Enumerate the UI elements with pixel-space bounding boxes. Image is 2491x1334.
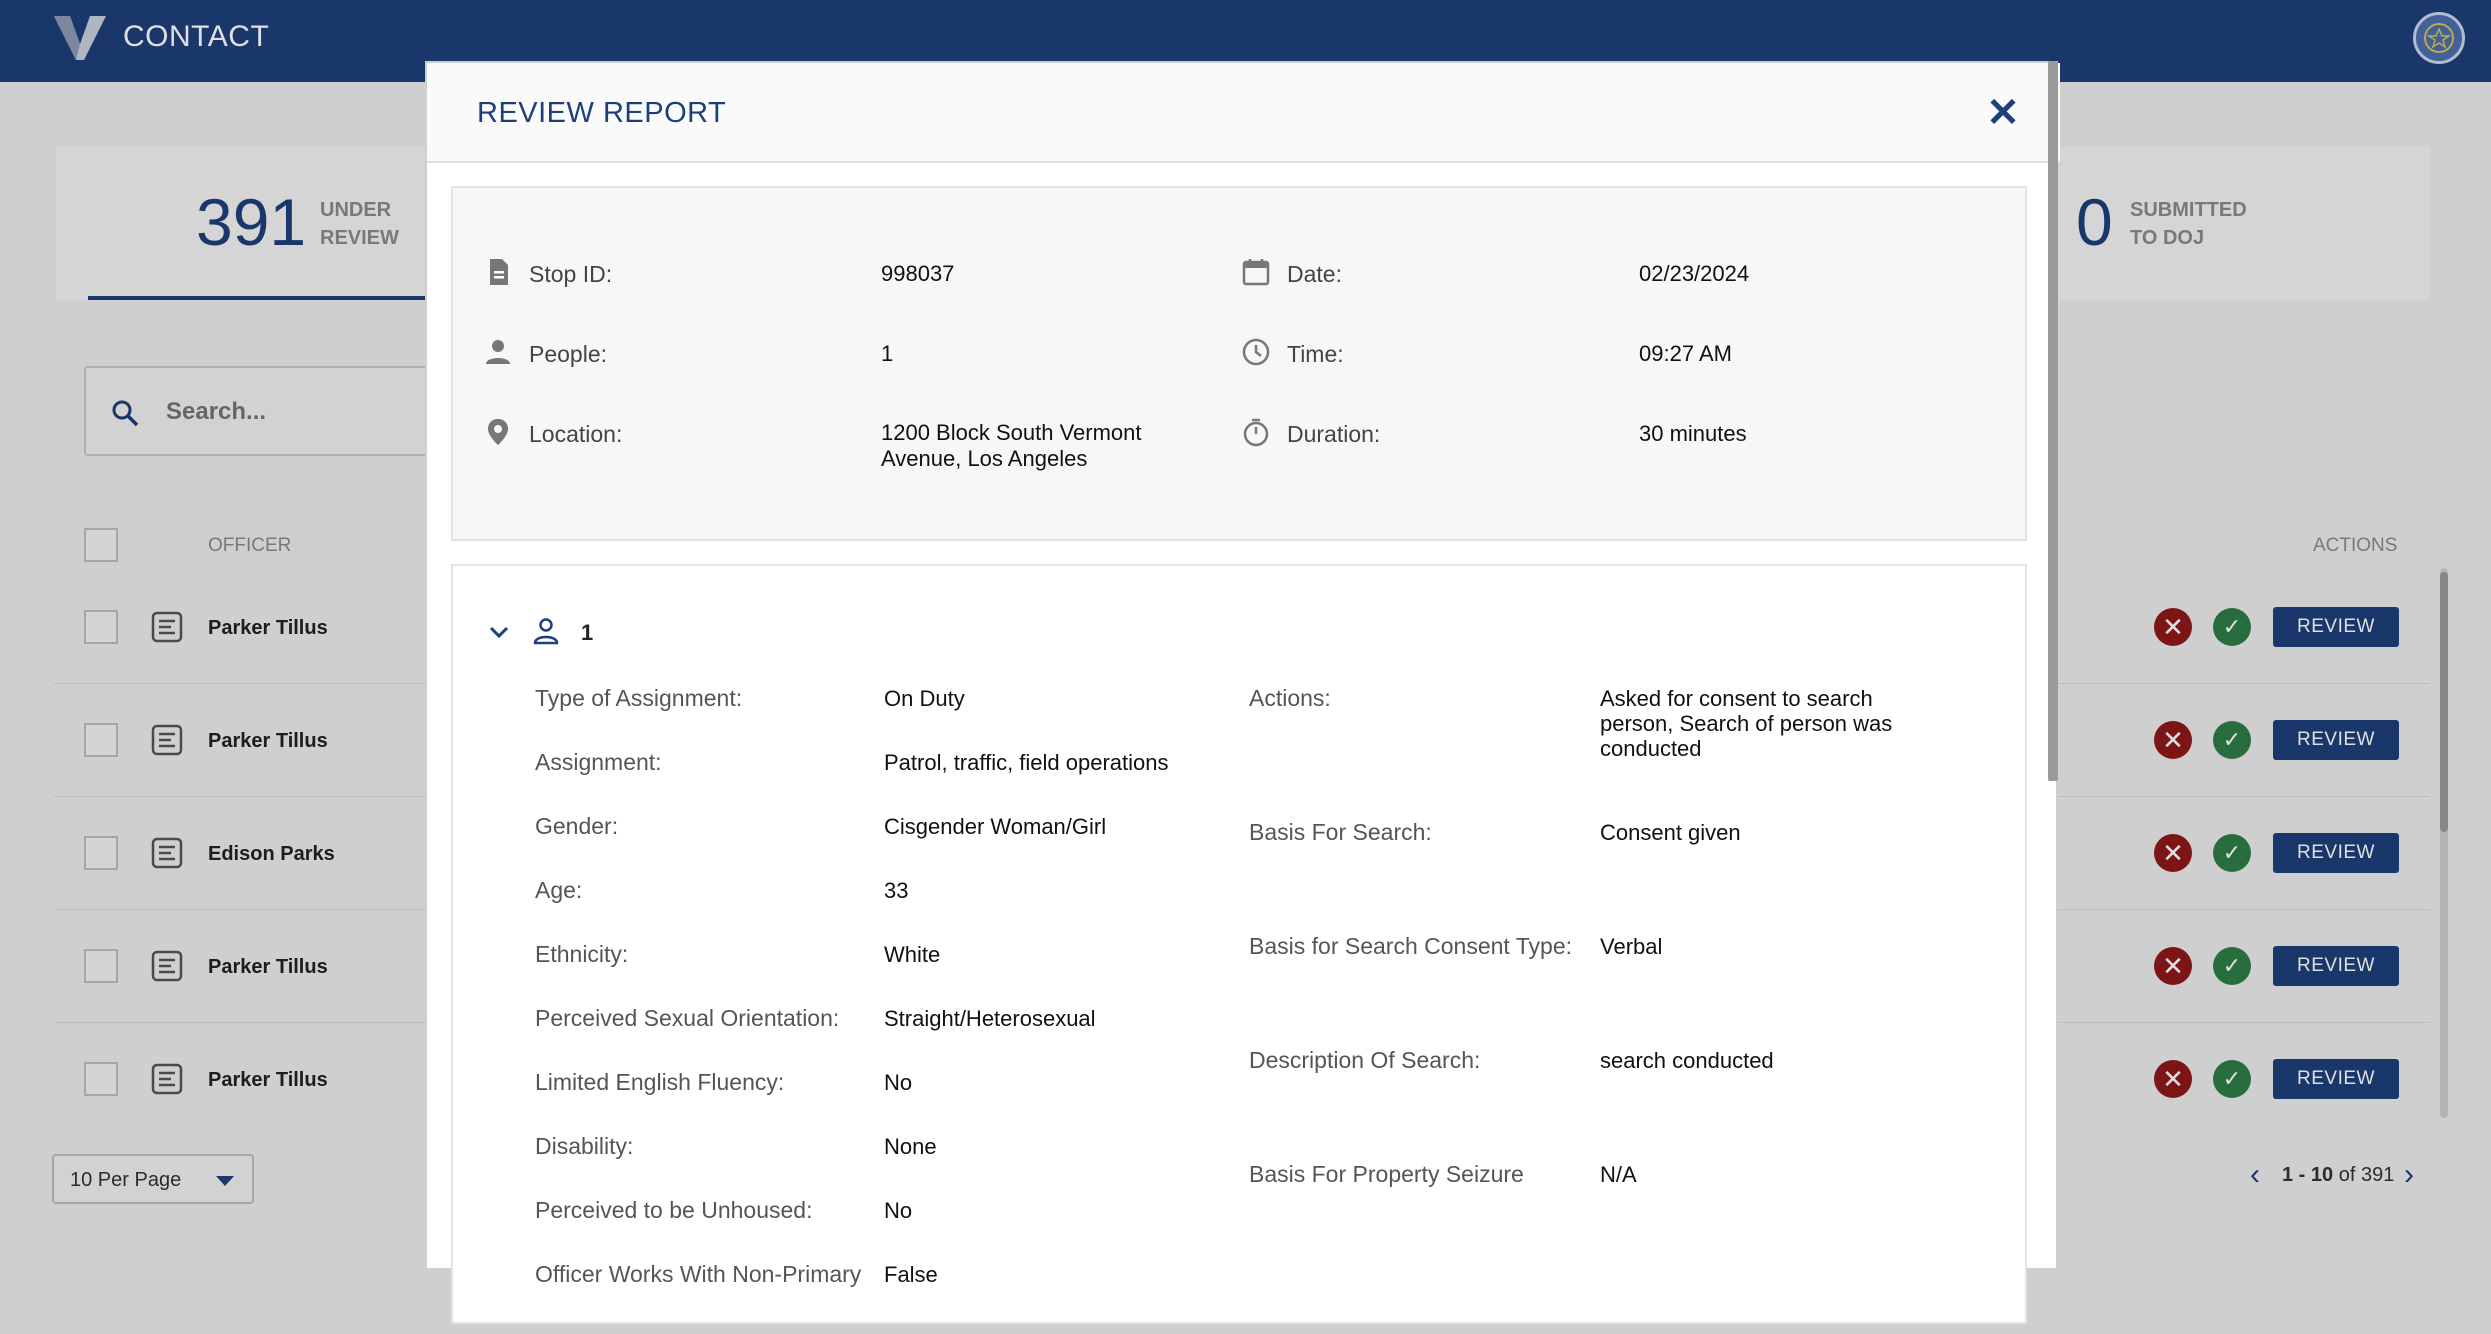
search-description-value: search conducted — [1600, 1048, 1774, 1073]
next-page-icon[interactable]: › — [2404, 1158, 2414, 1191]
location-label: Location: — [529, 421, 623, 447]
unhoused-label: Perceived to be Unhoused: — [535, 1197, 813, 1223]
person-details-card — [451, 564, 2027, 1324]
reject-icon[interactable]: ✕ — [2154, 834, 2192, 872]
stop-summary-card — [451, 186, 2027, 541]
app-title: CONTACT — [123, 20, 270, 53]
assignment-value: Patrol, traffic, field operations — [884, 750, 1169, 775]
people-label: People: — [529, 341, 608, 367]
approve-icon[interactable]: ✓ — [2213, 834, 2251, 872]
assignment-type-value: On Duty — [884, 686, 965, 711]
review-button[interactable]: REVIEW — [2273, 1059, 2399, 1099]
date-label: Date: — [1287, 261, 1342, 287]
assignment-label: Assignment: — [535, 749, 662, 775]
non-primary-value: False — [884, 1262, 938, 1287]
prev-page-icon[interactable]: ‹ — [2250, 1158, 2260, 1191]
approve-icon[interactable]: ✓ — [2213, 608, 2251, 646]
officer-name: Edison Parks — [208, 843, 335, 865]
close-icon[interactable]: ✕ — [1986, 91, 2020, 135]
under-review-count: 391 — [196, 185, 307, 259]
location-pin-icon — [483, 417, 513, 447]
column-header-actions: ACTIONS — [2313, 535, 2398, 556]
chevron-down-icon[interactable] — [485, 618, 513, 646]
person-outline-icon — [531, 616, 561, 646]
english-fluency-label: Limited English Fluency: — [535, 1069, 785, 1095]
stop-id-value: 998037 — [881, 261, 955, 286]
reject-icon[interactable]: ✕ — [2154, 608, 2192, 646]
gender-label: Gender: — [535, 813, 619, 839]
clock-icon — [1241, 337, 1271, 367]
person-icon — [483, 337, 513, 367]
sexual-orientation-value: Straight/Heterosexual — [884, 1006, 1096, 1031]
review-report-modal — [425, 61, 2058, 1287]
calendar-icon — [1241, 257, 1271, 287]
person-number: 1 — [581, 620, 594, 645]
duration-value: 30 minutes — [1639, 421, 1747, 446]
approve-icon[interactable]: ✓ — [2213, 947, 2251, 985]
gender-value: Cisgender Woman/Girl — [884, 814, 1107, 839]
per-page-value: 10 Per Page — [70, 1169, 182, 1191]
english-fluency-value: No — [884, 1070, 913, 1095]
unhoused-value: No — [884, 1198, 913, 1223]
column-header-officer[interactable]: OFFICER — [208, 535, 292, 556]
basis-for-search-value: Consent given — [1600, 820, 1741, 845]
consent-type-value: Verbal — [1600, 934, 1663, 959]
sexual-orientation-label: Perceived Sexual Orientation: — [535, 1005, 840, 1031]
submitted-label[interactable]: SUBMITTED TO DOJ — [2130, 199, 2247, 249]
review-button[interactable]: REVIEW — [2273, 720, 2399, 760]
stop-id-label: Stop ID: — [529, 261, 613, 287]
modal-scrollbar[interactable] — [2048, 61, 2058, 781]
time-label: Time: — [1287, 341, 1344, 367]
review-button[interactable]: REVIEW — [2273, 607, 2399, 647]
disability-value: None — [884, 1134, 937, 1159]
document-icon — [483, 257, 513, 287]
approve-icon[interactable]: ✓ — [2213, 721, 2251, 759]
review-button[interactable]: REVIEW — [2273, 833, 2399, 873]
disability-label: Disability: — [535, 1133, 634, 1159]
non-primary-label: Officer Works With Non-Primary — [535, 1261, 862, 1287]
pagination-range: 1 - 10 of 391 — [2282, 1164, 2395, 1186]
modal-title: REVIEW REPORT — [477, 97, 727, 129]
reject-icon[interactable]: ✕ — [2154, 947, 2192, 985]
date-value: 02/23/2024 — [1639, 261, 1750, 286]
under-review-label[interactable]: UNDER REVIEW — [320, 199, 399, 249]
property-seizure-value: N/A — [1600, 1162, 1637, 1187]
approve-icon[interactable]: ✓ — [2213, 1060, 2251, 1098]
time-value: 09:27 AM — [1639, 341, 1732, 366]
timer-icon — [1241, 417, 1271, 447]
consent-type-label: Basis for Search Consent Type: — [1249, 933, 1573, 959]
duration-label: Duration: — [1287, 421, 1381, 447]
actions-value: Asked for consent to search person, Search of person was conducted — [1600, 686, 1893, 761]
officer-name: Parker Tillus — [208, 617, 328, 639]
assignment-type-label: Type of Assignment: — [535, 685, 743, 711]
basis-for-search-label: Basis For Search: — [1249, 819, 1432, 845]
reject-icon[interactable]: ✕ — [2154, 721, 2192, 759]
review-button[interactable]: REVIEW — [2273, 946, 2399, 986]
search-description-label: Description Of Search: — [1249, 1047, 1481, 1073]
modal-header — [427, 63, 2060, 163]
officer-name: Parker Tillus — [208, 1069, 328, 1091]
submitted-count: 0 — [2076, 185, 2113, 259]
people-value: 1 — [881, 341, 894, 366]
officer-name: Parker Tillus — [208, 956, 328, 978]
officer-name: Parker Tillus — [208, 730, 328, 752]
age-value: 33 — [884, 878, 909, 903]
ethnicity-value: White — [884, 942, 941, 967]
actions-label: Actions: — [1249, 685, 1331, 711]
property-seizure-label: Basis For Property Seizure — [1249, 1161, 1524, 1187]
location-value: 1200 Block South Vermont Avenue, Los Angeles — [881, 420, 1142, 471]
age-label: Age: — [535, 877, 583, 903]
ethnicity-label: Ethnicity: — [535, 941, 629, 967]
reject-icon[interactable]: ✕ — [2154, 1060, 2192, 1098]
